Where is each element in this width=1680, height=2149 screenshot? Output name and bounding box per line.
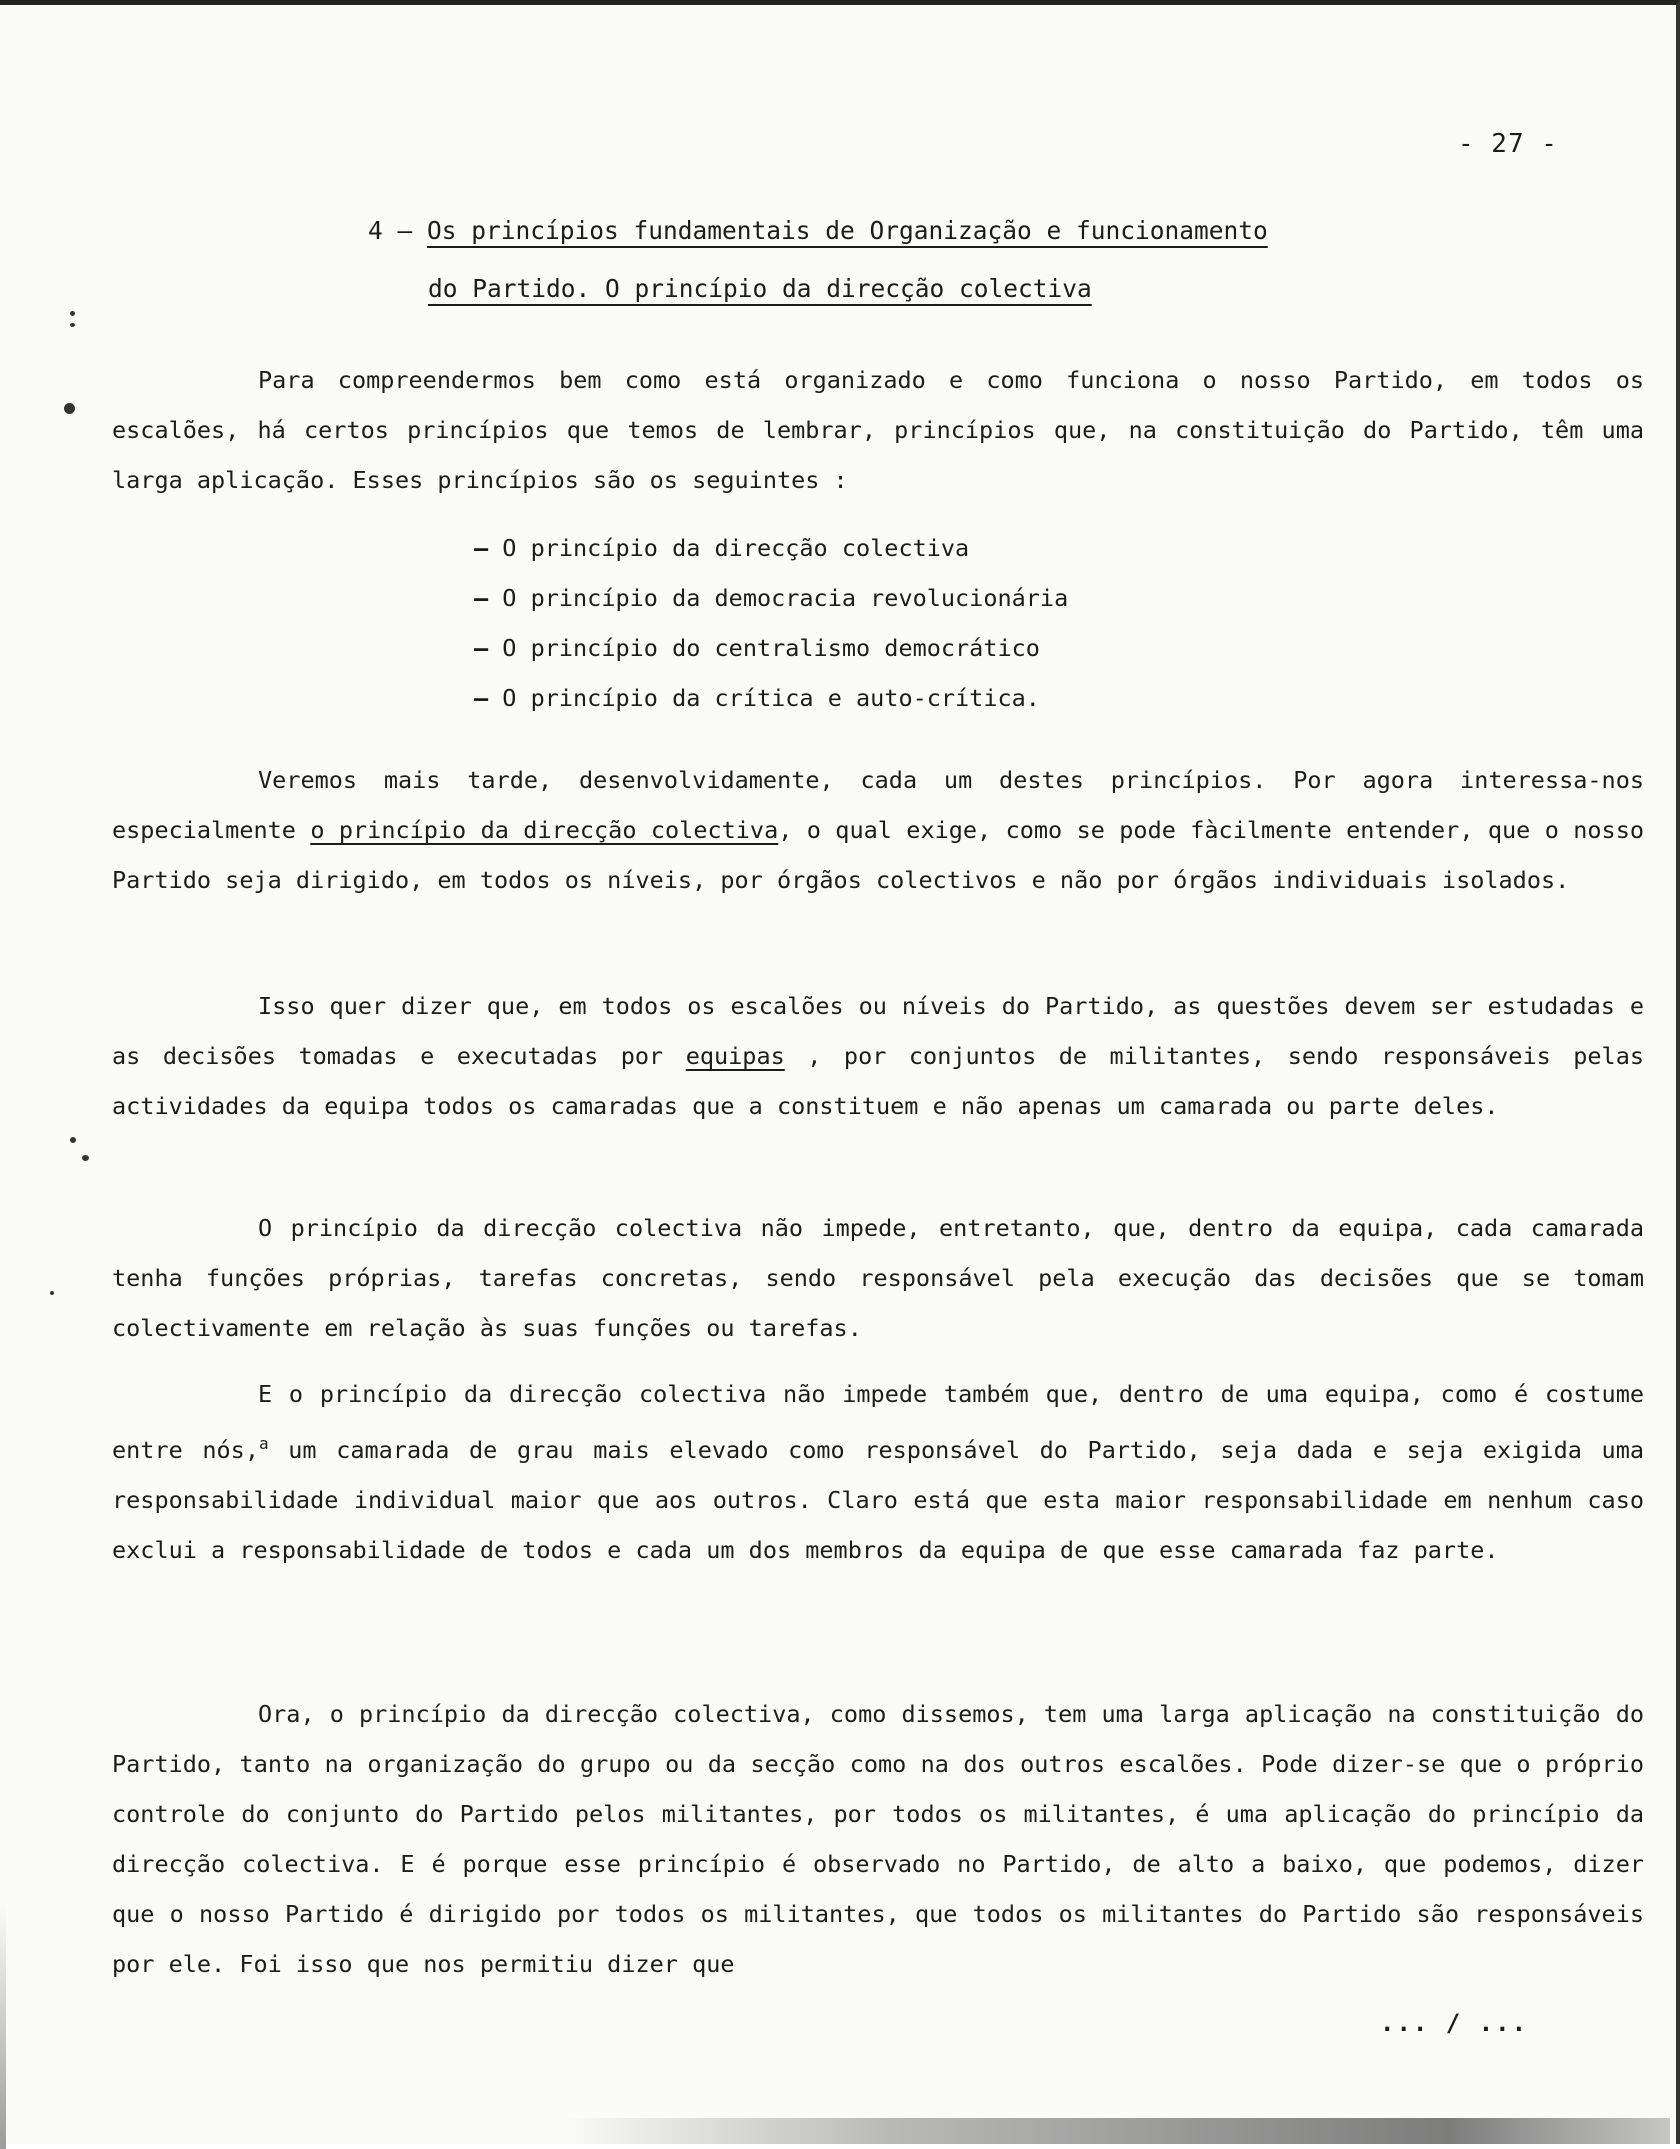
superscript-mark: a <box>258 1434 269 1453</box>
principle-item: – O princípio do centralismo democrático <box>474 623 1068 673</box>
margin-speck <box>70 311 75 316</box>
margin-speck <box>70 1137 76 1143</box>
margin-speck <box>82 1155 89 1161</box>
paragraph-text: , por conjuntos de militantes, sendo responsáveis pelas actividades da equipa todos os camaradas que a constituem e não apenas um camarada ou parte deles. <box>112 1042 1644 1120</box>
margin-speck <box>64 403 75 414</box>
paragraph-individual-functions: O princípio da direcção colectiva não impede, entretanto, que, dentro da equipa, cada camarada tenha funções próprias, tarefas concretas, sendo responsável pela execução das decisões que se tomam colectivamente em relação às suas funções ou tarefas. <box>112 1214 1644 1342</box>
underlined-word: equipas <box>685 1042 785 1070</box>
section-heading-line-1 <box>368 216 1268 245</box>
paragraph-teams <box>112 981 1644 1131</box>
margin-speck <box>70 323 75 327</box>
scan-edge-shadow <box>0 1905 6 2149</box>
principle-item: – O princípio da democracia revolucionária <box>474 573 1068 623</box>
section-title-part-1: Os princípios fundamentais de Organização e funcionamento <box>427 216 1268 245</box>
principle-item: – O princípio da direcção colectiva <box>474 523 1068 573</box>
paragraph-text: Isso quer dizer que, em todos os escalões ou níveis do Partido, as questões devem ser estudadas e as decisões tomadas e executadas por <box>112 992 1644 1070</box>
page-number: - 27 - <box>1458 129 1558 159</box>
section-title-part-2: do Partido. O princípio da direcção colectiva <box>428 274 1092 303</box>
paragraph-party-control: Ora, o princípio da direcção colectiva, como dissemos, tem uma larga aplicação na constituição do Partido, tanto na organização do grupo ou da secção como na dos outros escalões. Pode dizer-se que o próprio controle do conjunto do Partido pelos militantes, por todos os militantes, é uma aplicação do princípio da direcção colectiva. E é porque esse princípio é observado no Partido, de alto a baixo, que podemos, dizer que o nosso Partido é dirigido por todos os militantes, que todos os militantes do Partido são responsáveis por ele. Foi isso que nos permitiu dizer que <box>112 1700 1644 1978</box>
paragraph-text: , o qual exige, como se pode fàcilmente entender, que o nosso Partido seja dirigido, em todos os níveis, por órgãos colectivos e não por órgãos individuais isolados. <box>112 816 1644 894</box>
section-heading-line-2 <box>428 274 1092 303</box>
margin-speck <box>50 1291 54 1295</box>
paragraph-text: E o princípio da direcção colectiva não impede também que, dentro de uma equipa, como é costume entre nós, <box>112 1380 1644 1464</box>
underlined-phrase: o princípio da direcção colectiva <box>310 816 779 844</box>
paragraph-text: Veremos mais tarde, desenvolvidamente, cada um destes princípios. Por agora interessa-nos especialmente <box>112 766 1644 844</box>
paragraph-text: um camarada de grau mais elevado como responsável do Partido, seja dada e seja exigida uma responsabilidade individual maior que aos outros. Claro está que esta maior responsabilidade em nenhum caso exclui a responsabilidade de todos e cada um dos membros da equipa de que esse camarada faz parte. <box>112 1435 1644 1564</box>
paragraph-collective-direction <box>112 755 1644 905</box>
principle-item: – O princípio da crítica e auto-crítica. <box>474 673 1068 723</box>
paragraph-intro: Para compreendermos bem como está organizado e como funciona o nosso Partido, em todos os escalões, há certos princípios que temos de lembrar, princípios que, na constituição do Partido, têm uma larga aplicação. Esses princípios são os seguintes : <box>112 366 1644 494</box>
paragraph-individual-responsibility <box>112 1369 1644 1575</box>
principles-list <box>474 523 1068 723</box>
section-number: 4 – <box>368 216 428 245</box>
scan-bottom-noise <box>560 2118 1670 2144</box>
continuation-mark: ... / ... <box>1380 2009 1529 2037</box>
